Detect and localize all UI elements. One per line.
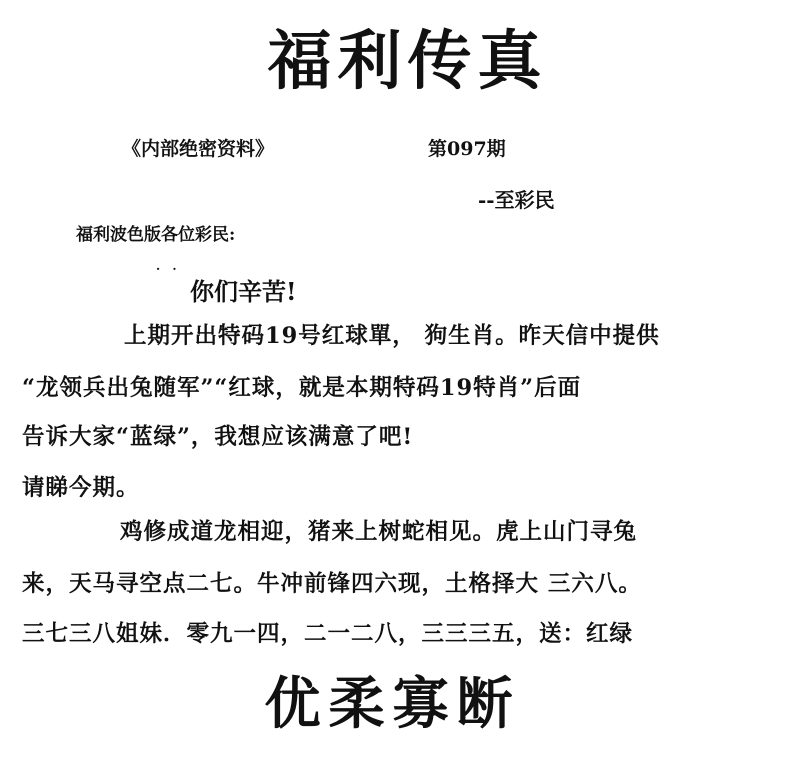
footer-title: 优柔寡断 — [264, 671, 521, 737]
body-line: 告诉大家“蓝绿”，我想应该满意了吧! — [22, 424, 414, 450]
decorative-dots: · · — [156, 262, 181, 276]
document-subtitle: 《内部绝密资料》 — [122, 138, 275, 160]
salutation: 福利波色版各位彩民: — [76, 225, 236, 245]
signature: --至彩民 — [478, 188, 555, 212]
body-line: 上期开出特码19号红球單， 狗生肖。昨天信中提供 — [124, 323, 660, 349]
document-title: 福利传真 — [267, 24, 548, 99]
body-line: 来，天马寻空点二七。牛冲前锋四六现，土格择大 三六八。 — [22, 571, 642, 597]
body-line: “龙领兵出兔随军”“红球，就是本期特码19特肖”后面 — [22, 375, 582, 401]
greeting: 你们辛苦! — [190, 277, 297, 306]
body-line: 鸡修成道龙相迎，猪来上树蛇相见。虎上山门寻兔 — [120, 519, 638, 545]
issue-number: 第097期 — [428, 138, 506, 160]
body-line: 请睇今期。 — [22, 475, 140, 501]
body-line: 三七三八姐妹．零九一四，二一二八，三三三五，送：红绿 — [22, 621, 634, 647]
